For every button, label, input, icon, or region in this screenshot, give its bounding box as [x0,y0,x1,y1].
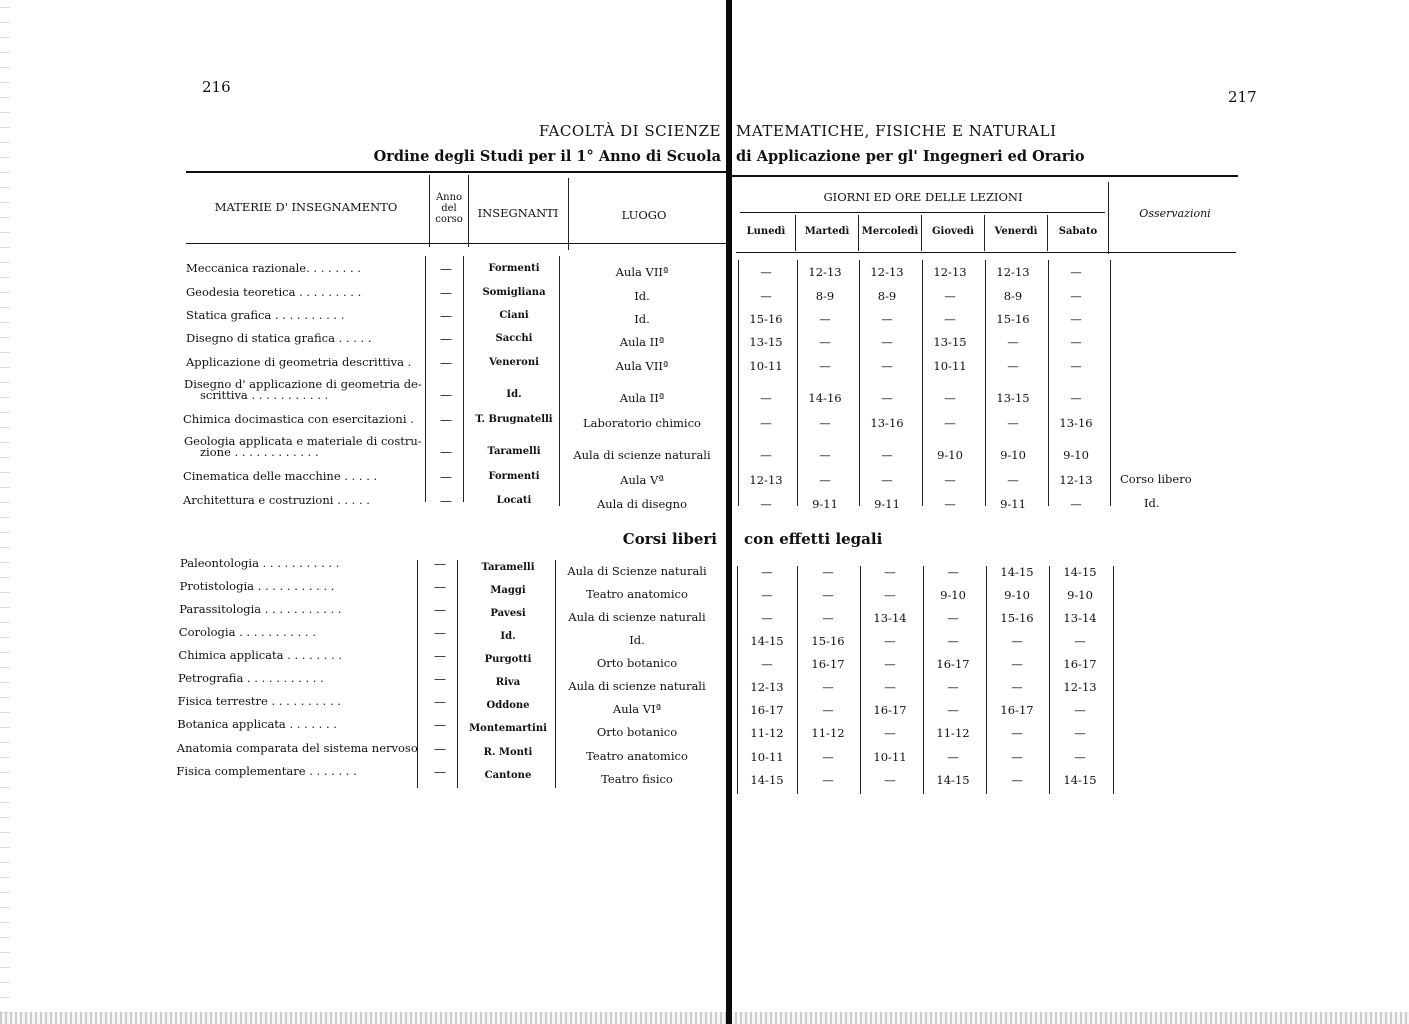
col-divider [468,175,469,247]
lesson-hours: 9-10 [1067,588,1093,602]
col-divider [457,560,458,788]
lesson-hours: 13-14 [873,611,907,625]
lesson-hours: — [881,473,893,487]
header-materie: MATERIE D' INSEGNAMENTO [214,200,398,214]
header-top-rule-right [732,175,1238,177]
teacher-name: Cantone [484,770,532,781]
lesson-hours: — [819,448,831,462]
classroom: Aula di disegno [596,497,688,511]
title-right: MATEMATICHE, FISICHE E NATURALI [736,122,1057,140]
teacher-name: Taramelli [481,562,535,573]
course-year: — [440,286,452,300]
classroom: Id. [634,289,650,303]
lesson-hours: — [819,416,831,430]
section-title-left: Corsi liberi [622,530,717,548]
teacher-name: Taramelli [487,446,541,457]
lesson-hours: 13-15 [749,335,783,349]
lesson-hours: 13-15 [933,335,967,349]
col-divider [921,215,922,251]
lesson-hours: — [1011,750,1023,764]
title-left: FACOLTÀ DI SCIENZE [538,122,721,140]
lesson-hours: 15-16 [996,312,1030,326]
classroom: Teatro anatomico [586,749,688,763]
classroom: Aula di Scienze naturali [567,564,707,578]
lesson-hours: — [761,657,773,671]
lesson-hours: — [947,703,959,717]
col-divider [984,215,985,251]
teacher-name: Id. [506,389,522,400]
lesson-hours: — [944,473,956,487]
lesson-hours: 14-15 [1063,565,1097,579]
lesson-hours: — [1070,265,1082,279]
bottom-edge [0,1012,1409,1024]
lesson-hours: — [1074,750,1086,764]
lesson-hours: 13-16 [870,416,904,430]
classroom: Teatro anatomico [586,587,688,601]
lesson-hours: — [1070,391,1082,405]
course-year: — [434,557,446,571]
lesson-hours: 9-11 [1000,497,1026,511]
lesson-hours: 12-13 [870,265,904,279]
lesson-hours: 16-17 [811,657,845,671]
lesson-hours: 12-13 [996,265,1030,279]
lesson-hours: 8-9 [877,289,897,303]
lesson-hours: — [822,611,834,625]
subject-name: Chimica docimastica con esercitazioni . [183,412,414,426]
lesson-hours: — [1007,359,1019,373]
lesson-hours: — [947,565,959,579]
day-martedi: Martedì [804,226,850,237]
course-year: — [440,332,452,346]
section-title-right: con effetti legali [744,530,883,548]
lesson-hours: — [944,391,956,405]
lesson-hours: — [1070,359,1082,373]
course-year: — [440,445,452,459]
lesson-hours: — [1011,657,1023,671]
lesson-hours: — [760,497,772,511]
teacher-name: Id. [500,631,516,642]
lesson-hours: — [884,565,896,579]
subject-name: Geodesia teoretica . . . . . . . . . [186,285,362,299]
classroom: Aula di scienze naturali [568,679,706,693]
col-divider [463,256,464,502]
lesson-hours: — [1074,726,1086,740]
teacher-name: Sacchi [495,333,533,344]
course-year: — [434,626,446,640]
lesson-hours: 12-13 [1063,680,1097,694]
lesson-hours: — [1011,726,1023,740]
classroom: Id. [629,633,645,647]
col-divider [1047,215,1048,251]
subject-name: Architettura e costruzioni . . . . . [183,493,370,507]
lesson-hours: 11-12 [936,726,970,740]
lesson-hours: — [1007,335,1019,349]
lesson-hours: — [760,289,772,303]
subject-name: Corologia . . . . . . . . . . . [178,625,316,639]
subject-name: Paleontologia . . . . . . . . . . . [180,556,340,570]
lesson-hours: — [1070,497,1082,511]
lesson-hours: — [819,335,831,349]
lesson-hours: 9-10 [940,588,966,602]
lesson-hours: — [822,773,834,787]
lesson-hours: — [1074,634,1086,648]
lesson-hours: — [947,634,959,648]
classroom: Orto botanico [596,656,678,670]
teacher-name: Somigliana [482,287,546,298]
lesson-hours: — [761,611,773,625]
classroom: Id. [634,312,650,326]
classroom: Aula Vª [620,473,664,487]
lesson-hours: 12-13 [808,265,842,279]
course-year: — [434,718,446,732]
lesson-hours: 9-10 [1004,588,1030,602]
lesson-hours: 11-12 [811,726,845,740]
lesson-hours: — [1011,634,1023,648]
teacher-name: Formenti [488,471,540,482]
lesson-hours: 10-11 [750,750,784,764]
subject-name: Fisica complementare . . . . . . . [176,764,357,778]
lesson-hours: — [822,750,834,764]
subject-name: Disegno d' applicazione di geometria de- [184,377,422,391]
page-edge [0,0,10,1024]
teacher-name: Oddone [486,700,530,711]
subject-name: Meccanica razionale. . . . . . . . [186,261,361,275]
col-divider [1113,566,1114,794]
col-divider [1108,182,1109,254]
lesson-hours: — [944,289,956,303]
course-year: — [440,309,452,323]
classroom: Orto botanico [596,725,678,739]
col-divider [795,215,796,251]
lesson-hours: — [822,588,834,602]
lesson-hours: 15-16 [749,312,783,326]
lesson-hours: — [884,588,896,602]
lesson-hours: — [1007,416,1019,430]
header-insegnanti: INSEGNANTI [477,206,559,220]
lesson-hours: — [822,680,834,694]
subject-name: Disegno di statica grafica . . . . . [186,331,372,345]
classroom: Teatro fisico [601,772,673,786]
page-number-right: 217 [1228,88,1257,106]
observation: Id. [1144,496,1160,510]
classroom: Aula IIª [619,335,665,349]
lesson-hours: 10-11 [873,750,907,764]
header-bottom-rule [186,243,726,244]
lesson-hours: 16-17 [873,703,907,717]
lesson-hours: — [944,497,956,511]
subject-name-cont: scrittiva . . . . . . . . . . . [200,388,329,402]
teacher-name: Purgotti [484,654,532,665]
teacher-name: Formenti [488,263,540,274]
subject-name: Chimica applicata . . . . . . . . [178,648,343,662]
lesson-hours: — [1011,680,1023,694]
teacher-name: Riva [495,677,521,688]
day-giovedi: Giovedì [932,226,974,237]
lesson-hours: 9-11 [812,497,838,511]
lesson-hours: 9-10 [1000,448,1026,462]
lesson-hours: — [947,680,959,694]
teacher-name: Ciani [499,310,529,321]
subject-name: Protistologia . . . . . . . . . . . [179,579,335,593]
teacher-name: R. Monti [483,747,533,758]
lesson-hours: 14-15 [750,634,784,648]
lesson-hours: — [944,416,956,430]
header-giorni: GIORNI ED ORE DELLE LEZIONI [823,190,1023,204]
teacher-name: Pavesi [490,608,526,619]
subject-name: Petrografia . . . . . . . . . . . [178,671,324,685]
subject-name: Geologia applicata e materiale di costru- [184,434,422,448]
col-divider [429,175,430,247]
day-lunedi: Lunedì [746,226,786,237]
lesson-hours: — [760,265,772,279]
lesson-hours: 14-15 [1063,773,1097,787]
course-year: — [434,580,446,594]
lesson-hours: — [1074,703,1086,717]
lesson-hours: — [760,448,772,462]
day-venerdi: Venerdì [994,226,1038,237]
teacher-name: Montemartini [469,723,547,734]
col-divider [568,178,569,250]
course-year: — [440,356,452,370]
lesson-hours: — [822,703,834,717]
lesson-hours: 10-11 [933,359,967,373]
lesson-hours: — [822,565,834,579]
lesson-hours: 9-10 [937,448,963,462]
course-year: — [434,765,446,779]
lesson-hours: 15-16 [811,634,845,648]
lesson-hours: 16-17 [1000,703,1034,717]
header-luogo: LUOGO [621,208,667,222]
lesson-hours: 9-11 [874,497,900,511]
subtitle-left: Ordine degli Studi per il 1° Anno di Scuola [373,148,721,165]
lesson-hours: — [881,359,893,373]
lesson-hours: — [819,312,831,326]
lesson-hours: — [881,312,893,326]
subtitle-right: di Applicazione per gl' Ingegneri ed Orario [736,148,1085,165]
lesson-hours: — [819,359,831,373]
course-year: — [434,672,446,686]
lesson-hours: 14-15 [750,773,784,787]
lesson-hours: — [1007,473,1019,487]
day-mercoledi: Mercoledì [861,226,919,237]
book-spine [726,0,732,1024]
lesson-hours: 12-13 [933,265,967,279]
lesson-hours: — [881,335,893,349]
teacher-name: T. Brugnatelli [475,414,553,425]
day-sabato: Sabato [1058,226,1098,237]
col-divider [1110,260,1111,506]
lesson-hours: 14-15 [1000,565,1034,579]
course-year: — [434,649,446,663]
course-year: — [440,494,452,508]
lesson-hours: — [881,448,893,462]
classroom: Aula VIIª [615,359,669,373]
lesson-hours: — [884,680,896,694]
col-divider [425,256,426,502]
subject-name: Botanica applicata . . . . . . . [177,717,337,731]
teacher-name: Locati [496,495,532,506]
lesson-hours: — [884,726,896,740]
classroom: Aula VIIª [615,265,669,279]
subject-name: Anatomia comparata del sistema nervoso [176,741,418,755]
course-year: — [440,470,452,484]
course-year: — [440,262,452,276]
lesson-hours: — [1070,312,1082,326]
lesson-hours: 12-13 [749,473,783,487]
subject-name: Applicazione di geometria descrittiva . [186,355,412,369]
course-year: — [434,695,446,709]
lesson-hours: 11-12 [750,726,784,740]
subject-name: Statica grafica . . . . . . . . . . [186,308,345,322]
lesson-hours: 13-15 [996,391,1030,405]
lesson-hours: 12-13 [1059,473,1093,487]
lesson-hours: — [881,391,893,405]
lesson-hours: 10-11 [749,359,783,373]
col-divider [858,215,859,251]
classroom: Aula di scienze naturali [568,610,706,624]
lesson-hours: — [1070,335,1082,349]
teacher-name: Maggi [490,585,526,596]
lesson-hours: — [947,611,959,625]
lesson-hours: — [761,565,773,579]
observation: Corso libero [1120,472,1192,486]
header-top-rule [186,171,726,173]
subject-name: Parassitologia . . . . . . . . . . . [179,602,342,616]
lesson-hours: — [760,391,772,405]
course-year: — [440,388,452,402]
course-year: — [434,603,446,617]
lesson-hours: 12-13 [750,680,784,694]
lesson-hours: 13-16 [1059,416,1093,430]
classroom: Aula VIª [612,702,662,716]
lesson-hours: 16-17 [936,657,970,671]
subject-name-cont: zione . . . . . . . . . . . . [200,445,319,459]
lesson-hours: 14-15 [936,773,970,787]
header-anno: Anno del corso [435,192,463,225]
lesson-hours: 15-16 [1000,611,1034,625]
days-divider [740,212,1105,213]
lesson-hours: 8-9 [815,289,835,303]
classroom: Aula IIª [619,391,665,405]
lesson-hours: — [1011,773,1023,787]
page-number-left: 216 [202,78,231,96]
teacher-name: Veneroni [489,357,539,368]
course-year: — [434,742,446,756]
lesson-hours: 16-17 [750,703,784,717]
lesson-hours: 8-9 [1003,289,1023,303]
header-bottom-rule-right [736,252,1236,253]
lesson-hours: — [819,473,831,487]
classroom: Aula di scienze naturali [573,448,711,462]
lesson-hours: 9-10 [1063,448,1089,462]
classroom: Laboratorio chimico [583,416,701,430]
lesson-hours: 14-16 [808,391,842,405]
header-osservazioni: Osservazioni [1139,207,1211,220]
lesson-hours: 16-17 [1063,657,1097,671]
lesson-hours: — [884,634,896,648]
lesson-hours: — [760,416,772,430]
lesson-hours: — [947,750,959,764]
lesson-hours: — [944,312,956,326]
subject-name: Cinematica delle macchine . . . . . [183,469,378,483]
lesson-hours: — [1070,289,1082,303]
course-year: — [440,413,452,427]
lesson-hours: 13-14 [1063,611,1097,625]
lesson-hours: — [884,773,896,787]
subject-name: Fisica terrestre . . . . . . . . . . [177,694,341,708]
lesson-hours: — [761,588,773,602]
lesson-hours: — [884,657,896,671]
